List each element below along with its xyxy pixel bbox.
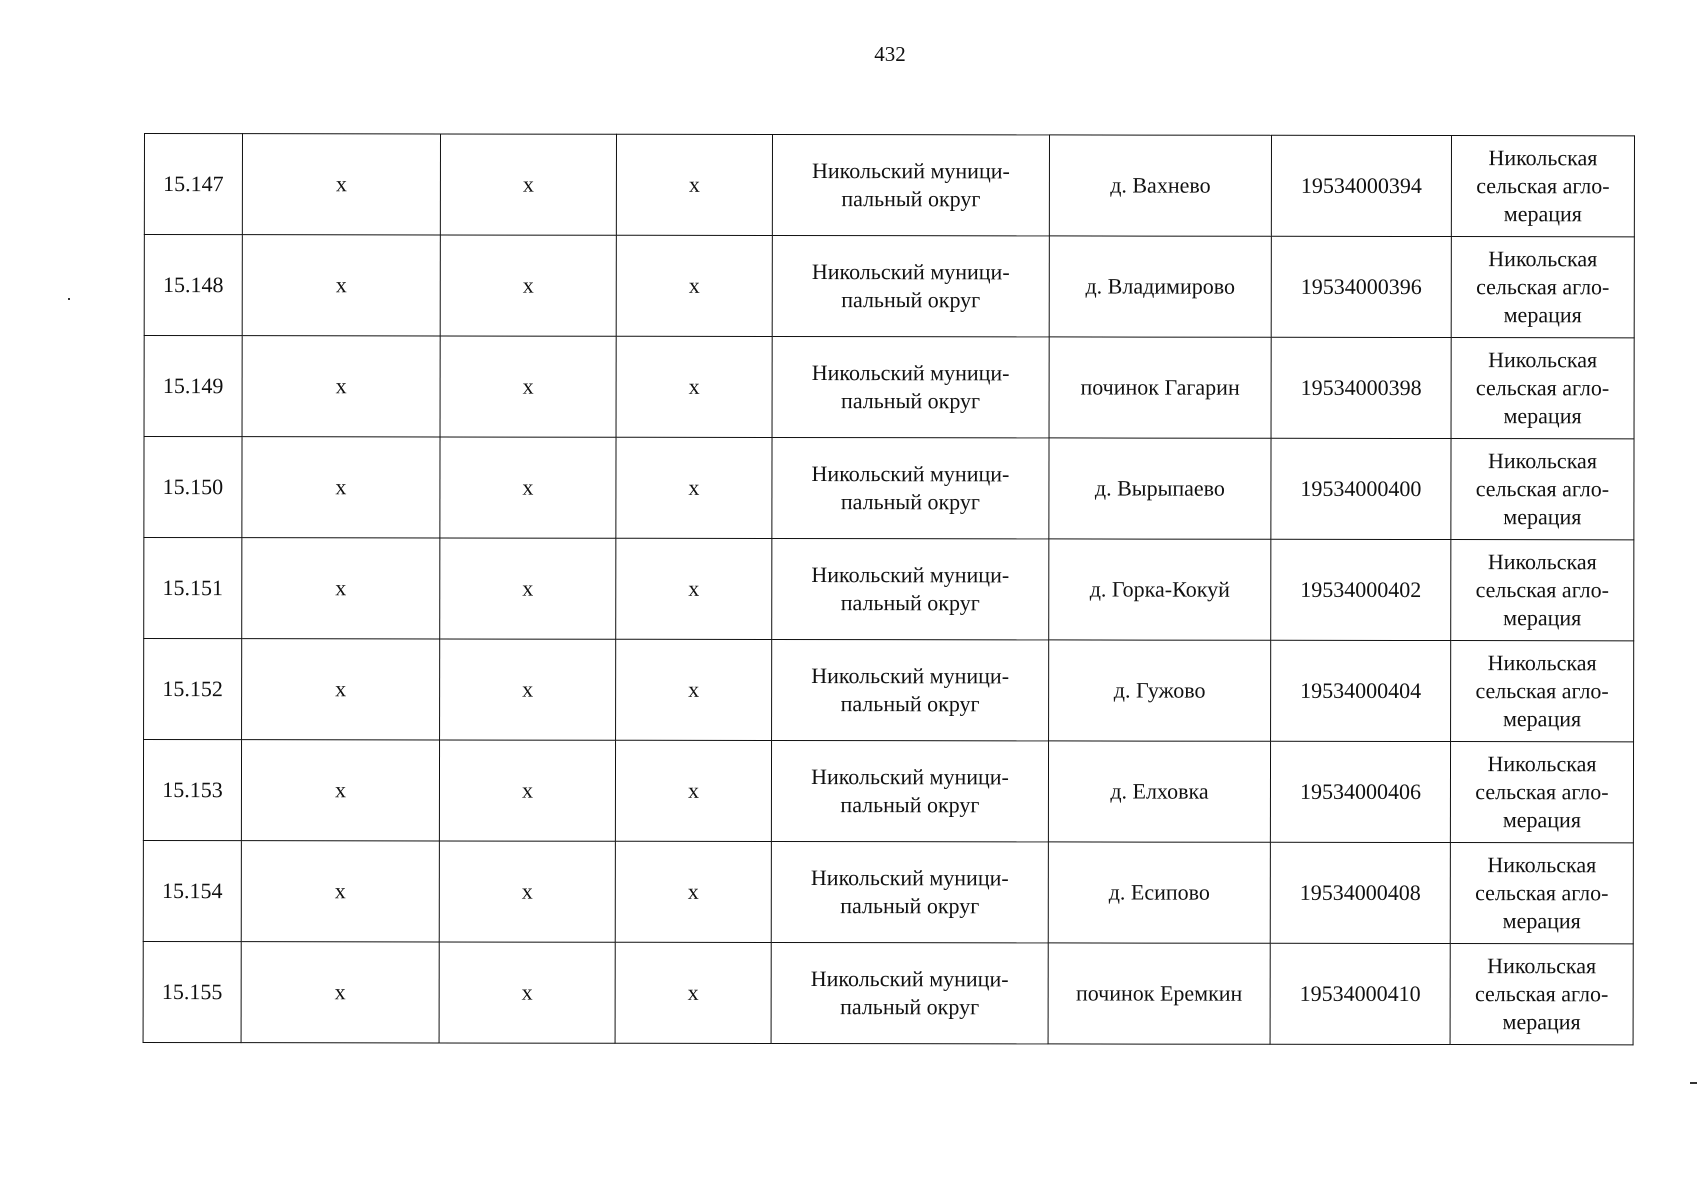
column-4-cell (615, 740, 771, 841)
agglomeration-line-2: сельская агло- (1475, 678, 1609, 704)
code-cell (1271, 135, 1451, 236)
table-row (144, 639, 1634, 742)
column-3-value: x (522, 474, 534, 500)
agglomeration-line-3: мерация (1502, 706, 1582, 732)
settlement-cell (1049, 438, 1271, 539)
row-number: 15.153 (162, 777, 223, 803)
column-2-value: x (335, 575, 347, 601)
district-text (811, 763, 1009, 819)
agglomeration-line-1: Никольская (1487, 953, 1597, 979)
district-line-2: пальный округ (841, 186, 981, 212)
district-text (811, 460, 1009, 516)
column-2-cell (242, 235, 440, 336)
agglomeration-text (1476, 245, 1609, 329)
agglomeration-cell (1451, 439, 1634, 540)
column-2-cell (241, 740, 439, 841)
agglomeration-cell (1451, 338, 1634, 439)
settlement-name: д. Гужово (1113, 677, 1206, 703)
agglomeration-line-2: сельская агло- (1475, 476, 1610, 502)
column-4-value: x (688, 676, 700, 702)
column-4-cell (616, 336, 772, 437)
agglomeration-line-3: мерация (1503, 504, 1582, 530)
column-3-cell (439, 942, 615, 1043)
district-text (812, 258, 1010, 314)
agglomeration-cell (1450, 843, 1633, 944)
agglomeration-text (1475, 952, 1608, 1036)
agglomeration-line-2: сельская агло- (1474, 981, 1609, 1007)
agglomeration-line-1: Никольская (1487, 448, 1597, 474)
column-2-cell (241, 841, 439, 942)
agglomeration-line-3: мерация (1502, 908, 1581, 934)
code-cell (1271, 337, 1451, 438)
agglomeration-line-1: Никольская (1488, 145, 1598, 171)
district-text (811, 864, 1009, 920)
settlement-cell (1049, 539, 1271, 640)
column-2-value: x (334, 777, 346, 803)
column-2-cell (242, 639, 440, 740)
column-3-cell (440, 134, 616, 235)
district-line-2: пальный округ (841, 388, 981, 414)
oktmo-code: 19534000400 (1300, 475, 1422, 502)
column-4-value: x (687, 777, 699, 803)
district-line-1: Никольский муници- (811, 360, 1010, 386)
column-4-value: x (688, 171, 700, 197)
agglomeration-text (1476, 447, 1609, 531)
agglomeration-line-2: сельская агло- (1475, 880, 1609, 906)
code-cell (1271, 640, 1451, 741)
column-3-cell (440, 639, 616, 740)
settlement-cell (1048, 741, 1270, 842)
oktmo-code: 19534000410 (1299, 980, 1421, 1007)
settlement-name: д. Владимирово (1085, 273, 1236, 299)
column-2-value: x (335, 474, 347, 500)
agglomeration-cell (1451, 641, 1634, 742)
column-4-cell (616, 134, 772, 235)
column-2-cell (242, 134, 440, 235)
settlements-table (143, 133, 1635, 1045)
settlement-name: д. Вырыпаево (1094, 475, 1225, 501)
column-4-value: x (688, 474, 700, 500)
row-number: 15.154 (162, 878, 223, 904)
agglomeration-cell (1450, 944, 1633, 1045)
district-line-2: пальный округ (840, 489, 980, 515)
column-2-cell (242, 538, 440, 639)
column-2-cell (242, 437, 440, 538)
row-number-cell (143, 941, 241, 1042)
agglomeration-line-1: Никольская (1488, 347, 1598, 373)
agglomeration-line-2: сельская агло- (1475, 577, 1609, 603)
code-cell (1271, 438, 1451, 539)
row-number-cell (144, 134, 242, 235)
column-3-cell (439, 841, 615, 942)
column-4-cell (615, 942, 771, 1043)
district-line-1: Никольский муници- (812, 158, 1010, 184)
table-row (144, 538, 1634, 641)
agglomeration-line-3: мерация (1503, 201, 1582, 227)
column-3-value: x (522, 171, 534, 197)
column-4-value: x (688, 575, 700, 601)
row-number-cell (143, 740, 241, 841)
row-number-cell (144, 538, 242, 639)
column-4-value: x (687, 878, 699, 904)
column-3-value: x (522, 373, 534, 399)
column-4-value: x (687, 979, 699, 1005)
column-3-value: x (522, 676, 534, 702)
agglomeration-line-1: Никольская (1487, 852, 1597, 878)
column-3-cell (440, 235, 616, 336)
agglomeration-line-3: мерация (1503, 302, 1582, 328)
district-line-1: Никольский муници- (811, 562, 1010, 588)
column-4-cell (616, 538, 772, 639)
district-text (811, 561, 1009, 617)
table-row (144, 437, 1634, 540)
oktmo-code: 19534000408 (1299, 879, 1421, 906)
row-number-cell (144, 336, 242, 437)
district-text (812, 359, 1010, 415)
district-text (811, 662, 1009, 718)
district-line-1: Никольский муници- (811, 259, 1010, 285)
oktmo-code: 19534000404 (1300, 677, 1422, 704)
district-line-1: Никольский муници- (810, 966, 1009, 992)
column-4-value: x (688, 272, 700, 298)
district-cell (772, 134, 1049, 235)
district-cell (772, 639, 1049, 740)
column-3-value: x (521, 777, 533, 803)
district-cell (772, 538, 1049, 639)
agglomeration-line-2: сельская агло- (1475, 779, 1609, 805)
row-number-cell (144, 639, 242, 740)
settlement-cell (1049, 135, 1271, 236)
oktmo-code: 19534000402 (1300, 576, 1422, 603)
agglomeration-line-3: мерация (1503, 403, 1582, 429)
district-line-2: пальный округ (840, 893, 980, 919)
column-4-cell (616, 639, 772, 740)
oktmo-code: 19534000406 (1299, 778, 1421, 805)
code-cell (1271, 236, 1451, 337)
table-row (143, 840, 1633, 943)
column-2-value: x (334, 878, 346, 904)
scan-margin-mark (1690, 1082, 1697, 1084)
table-row (144, 235, 1634, 338)
settlement-name: починок Гагарин (1080, 374, 1240, 400)
row-number: 15.148 (162, 272, 224, 298)
district-cell (771, 740, 1048, 841)
settlement-cell (1048, 943, 1270, 1044)
agglomeration-cell (1450, 742, 1633, 843)
table-body (143, 134, 1634, 1045)
agglomeration-line-1: Никольская (1487, 549, 1597, 575)
agglomeration-line-2: сельская агло- (1476, 173, 1610, 199)
row-number: 15.151 (162, 575, 224, 601)
district-line-2: пальный округ (840, 691, 980, 717)
agglomeration-cell (1451, 136, 1634, 237)
agglomeration-line-3: мерация (1502, 1009, 1581, 1035)
column-3-cell (440, 336, 616, 437)
column-3-value: x (521, 878, 533, 904)
code-cell (1270, 741, 1450, 842)
district-line-2: пальный округ (840, 792, 980, 818)
column-2-cell (241, 942, 439, 1043)
table-row (143, 740, 1633, 843)
settlement-cell (1049, 236, 1271, 337)
column-4-cell (616, 437, 772, 538)
agglomeration-text (1476, 548, 1609, 632)
agglomeration-cell (1451, 237, 1634, 338)
agglomeration-line-1: Никольская (1488, 246, 1598, 272)
district-cell (772, 336, 1049, 437)
column-3-value: x (522, 272, 534, 298)
agglomeration-line-2: сельская агло- (1476, 274, 1610, 300)
agglomeration-line-3: мерация (1503, 605, 1582, 631)
row-number: 15.147 (163, 171, 224, 197)
oktmo-code: 19534000398 (1300, 374, 1422, 401)
settlement-name: д. Горка-Кокуй (1089, 576, 1230, 602)
column-3-cell (440, 437, 616, 538)
table-row (143, 941, 1633, 1044)
district-line-1: Никольский муници- (811, 461, 1010, 487)
district-line-1: Никольский муници- (811, 663, 1010, 689)
district-text (812, 157, 1010, 213)
row-number: 15.155 (161, 979, 223, 1005)
district-line-1: Никольский муници- (810, 865, 1009, 891)
settlement-name: д. Вахнево (1110, 172, 1211, 198)
district-cell (771, 942, 1048, 1043)
settlement-name: д. Елховка (1110, 778, 1209, 804)
page-number: 432 (874, 42, 906, 66)
oktmo-code: 19534000394 (1300, 172, 1422, 199)
agglomeration-line-3: мерация (1502, 807, 1581, 833)
column-2-cell (242, 336, 440, 437)
oktmo-code: 19534000396 (1300, 273, 1422, 300)
table-row (144, 134, 1634, 237)
column-2-value: x (335, 272, 347, 298)
settlement-cell (1048, 842, 1270, 943)
settlement-cell (1049, 640, 1271, 741)
agglomeration-text (1475, 750, 1608, 834)
column-3-value: x (521, 979, 533, 1005)
agglomeration-text (1475, 851, 1608, 935)
settlement-name: д. Есипово (1108, 879, 1210, 905)
row-number-cell (143, 840, 241, 941)
settlement-name: починок Еремкин (1075, 980, 1243, 1006)
column-2-value: x (334, 979, 346, 1005)
column-4-cell (616, 235, 772, 336)
district-line-2: пальный округ (840, 994, 980, 1020)
code-cell (1270, 943, 1450, 1044)
row-number-cell (144, 235, 242, 336)
row-number-cell (144, 437, 242, 538)
row-number: 15.150 (162, 474, 224, 500)
column-4-value: x (688, 373, 700, 399)
agglomeration-line-2: сельская агло- (1475, 375, 1610, 401)
code-cell (1271, 539, 1451, 640)
agglomeration-text (1475, 649, 1608, 733)
column-2-value: x (335, 676, 347, 702)
agglomeration-text (1476, 144, 1609, 228)
table-row (144, 336, 1634, 439)
column-3-value: x (522, 575, 534, 601)
scan-speck (68, 298, 70, 300)
column-2-value: x (335, 373, 347, 399)
district-cell (771, 841, 1048, 942)
column-4-cell (615, 841, 771, 942)
code-cell (1270, 842, 1450, 943)
table-container (143, 133, 1635, 1045)
row-number: 15.149 (162, 373, 224, 399)
column-3-cell (439, 740, 615, 841)
agglomeration-line-1: Никольская (1487, 650, 1597, 676)
district-cell (772, 235, 1049, 336)
district-text (811, 965, 1009, 1021)
agglomeration-line-1: Никольская (1487, 751, 1597, 777)
row-number: 15.152 (162, 676, 223, 702)
settlement-cell (1049, 337, 1271, 438)
district-line-2: пальный округ (840, 590, 980, 616)
column-2-value: x (335, 171, 347, 197)
agglomeration-cell (1451, 540, 1634, 641)
district-cell (772, 437, 1049, 538)
district-line-1: Никольский муници- (811, 764, 1009, 790)
agglomeration-text (1476, 346, 1609, 430)
district-line-2: пальный округ (841, 287, 981, 313)
column-3-cell (440, 538, 616, 639)
